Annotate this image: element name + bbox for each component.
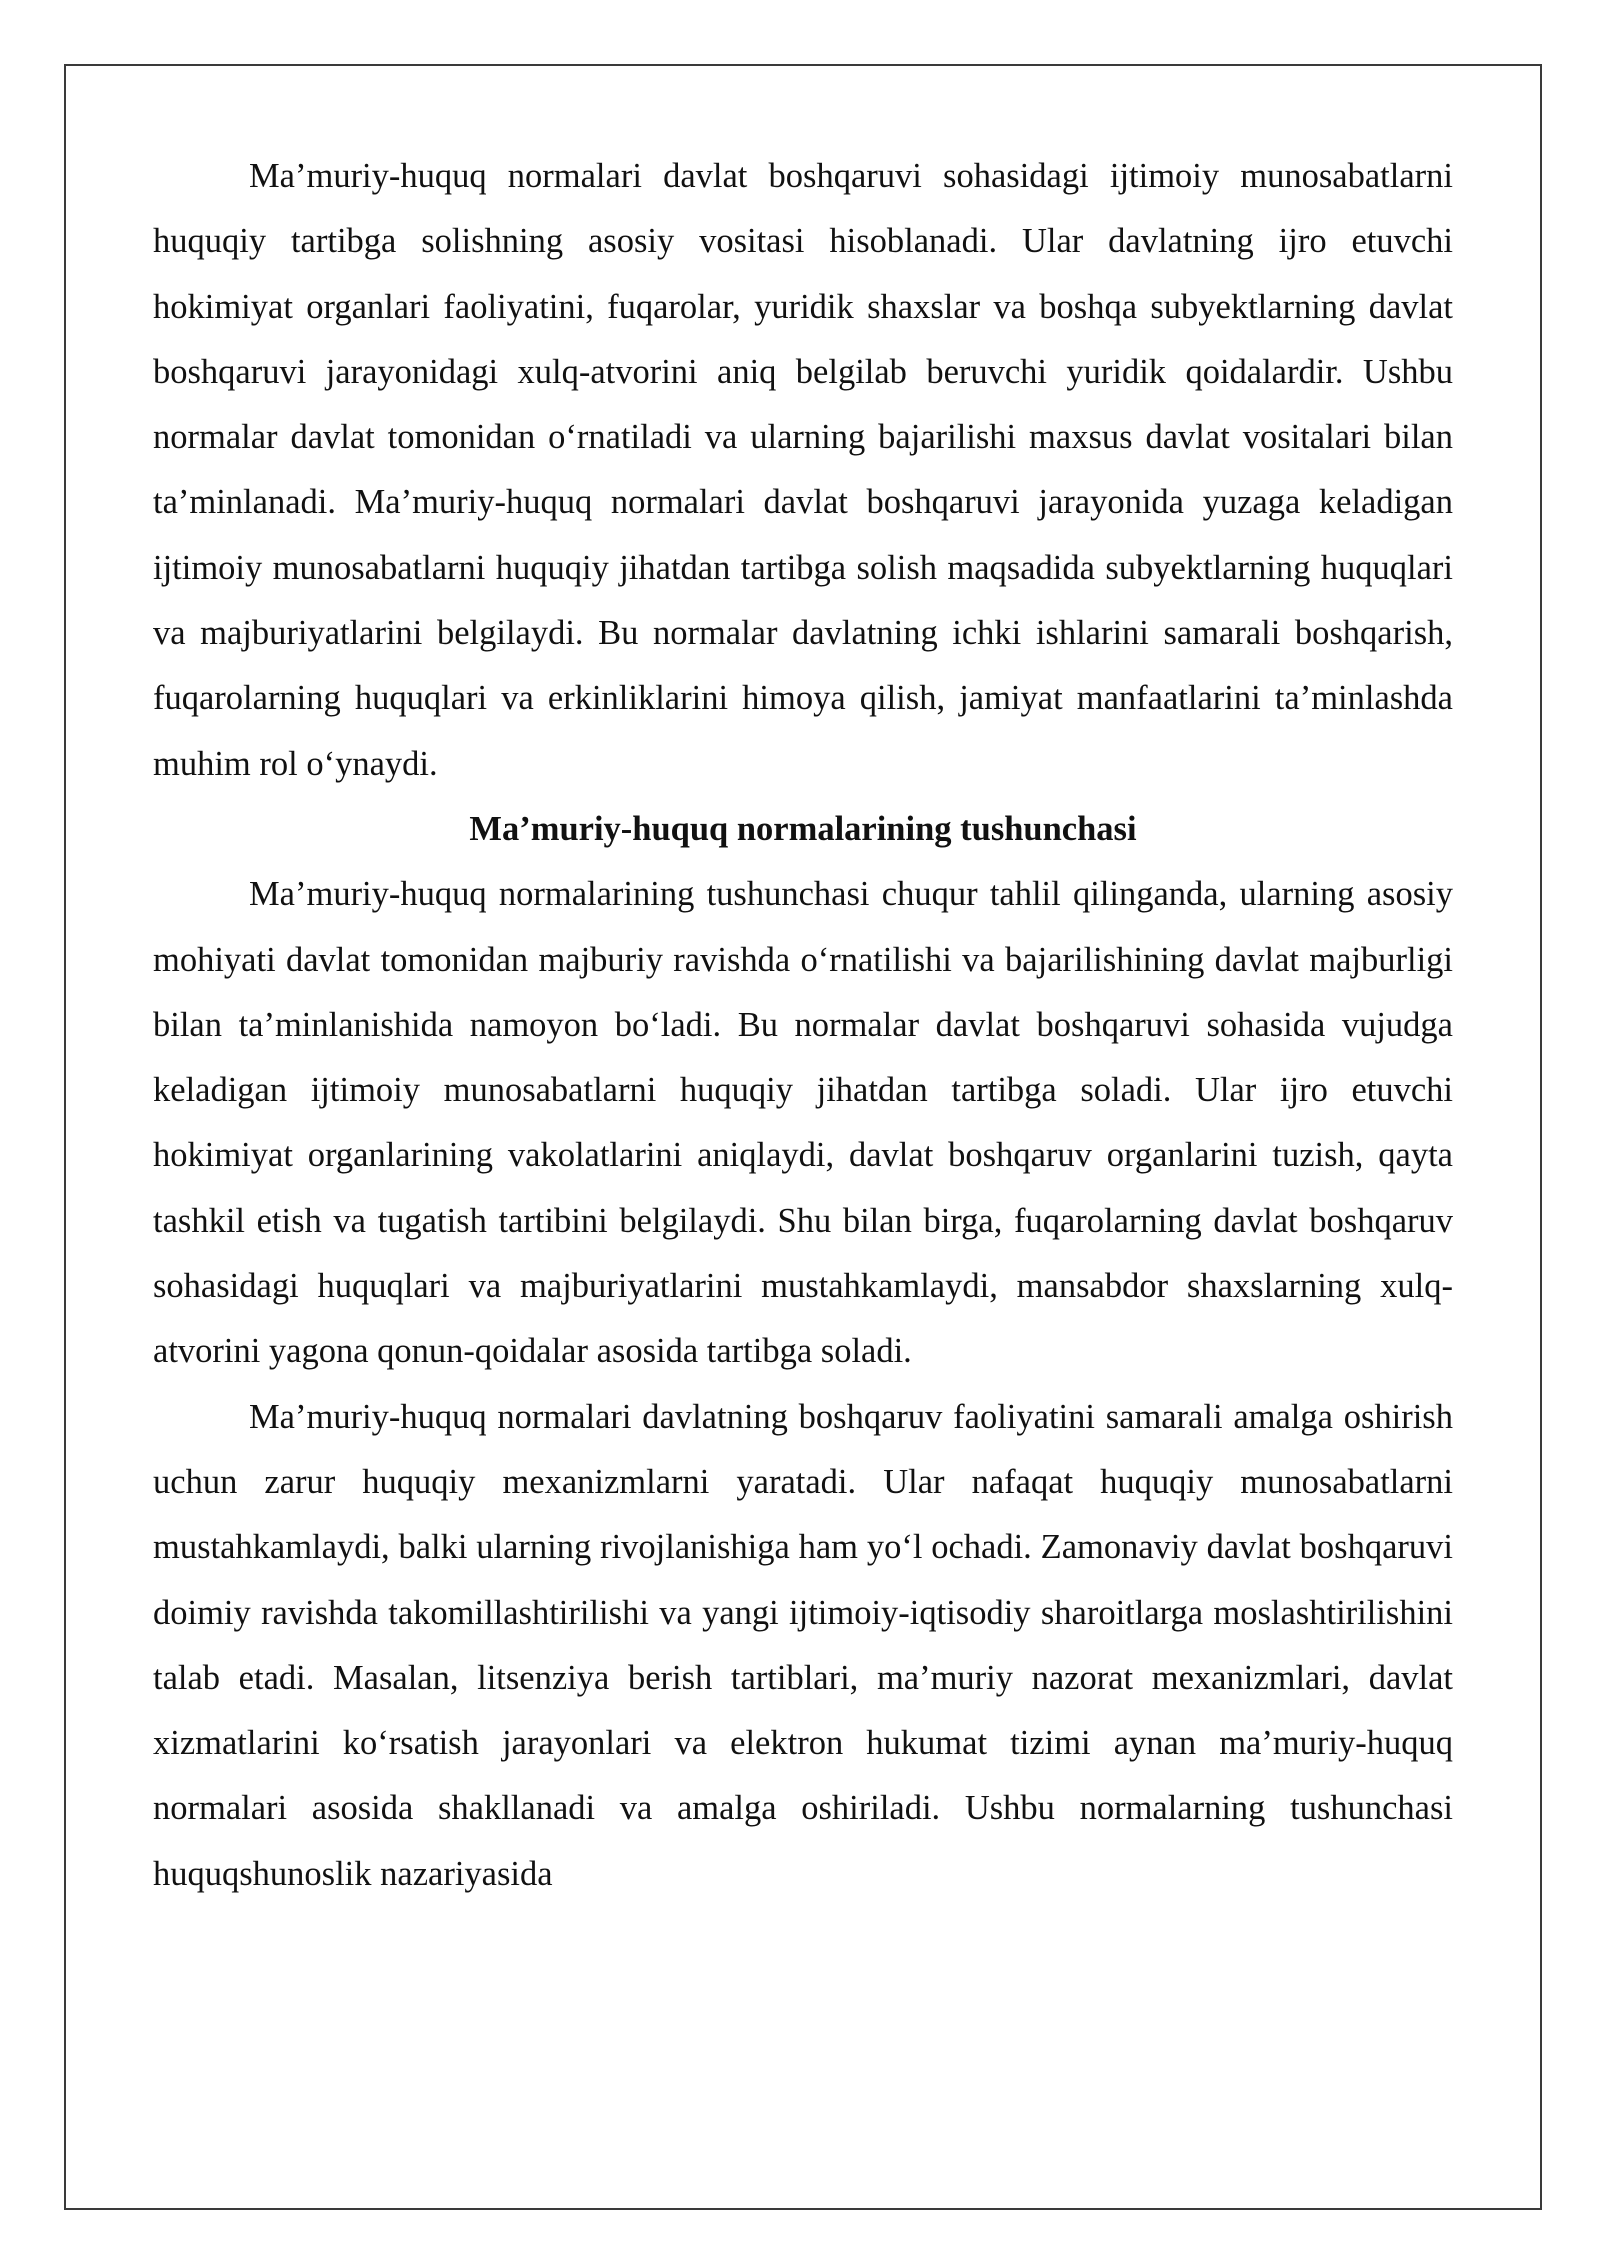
paragraph-mechanisms: Ma’muriy-huquq normalari davlatning boshqaruv faoliyatini samarali amalga oshirish uchun zarur huquqiy mexanizmlarni yaratadi. Ular nafaqat huquqiy munosabatlarni mustahkamlaydi, balki ularning rivojlanishiga ham yo‘l ochadi. Zamonaviy davlat boshqaruvi doimiy ravishda takomillashtirilishi va yangi ijtimoiy-iqtisodiy sharoitlarga moslashtirilishini talab etadi. Masalan, litsenziya berish tartiblari, ma’muriy nazorat mexanizmlari, davlat xizmatlarini ko‘rsatish jarayonlari va elektron hukumat tizimi aynan ma’muriy-huquq normalari asosida shakllanadi va amalga oshiriladi. Ushbu normalarning tushunchasi huquqshunoslik nazariyasida — [153, 1397, 1453, 1893]
paragraph-concept: Ma’muriy-huquq normalarining tushunchasi chuqur tahlil qilinganda, ularning asosiy mohiyati davlat tomonidan majburiy ravishda o‘rnatilishi va bajarilishining davlat majburligi bilan ta’minlanishida namoyon bo‘ladi. Bu normalar davlat boshqaruvi sohasida vujudga keladigan ijtimoiy munosabatlarni huquqiy jihatdan tartibga soladi. Ular ijro etuvchi hokimiyat organlarining vakolatlarini aniqlaydi, davlat boshqaruv organlarini tuzish, qayta tashkil etish va tugatish tartibini belgilaydi. Shu bilan birga, fuqarolarning davlat boshqaruv sohasidagi huquqlari va majburiyatlarini mustahkamlaydi, mansabdor shaxslarning xulq-atvorini yagona qonun-qoidalar asosida tartibga soladi. — [153, 875, 1453, 1371]
section-heading: Ma’muriy-huquq normalarining tushunchasi — [469, 809, 1137, 848]
paragraph-intro: Ma’muriy-huquq normalari davlat boshqaruvi sohasidagi ijtimoiy munosabatlarni huquqiy tartibga solishning asosiy vositasi hisoblanadi. Ular davlatning ijro etuvchi hokimiyat organlari faoliyatini, fuqarolar, yuridik shaxslar va boshqa subyektlarning davlat boshqaruvi jarayonidagi xulq-atvorini aniq belgilab beruvchi yuridik qoidalardir. Ushbu normalar davlat tomonidan o‘rnatiladi va ularning bajarilishi maxsus davlat vositalari bilan ta’minlanadi. Ma’muriy-huquq normalari davlat boshqaruvi jarayonida yuzaga keladigan ijtimoiy munosabatlarni huquqiy jihatdan tartibga solish maqsadida subyektlarning huquqlari va majburiyatlarini belgilaydi. Bu normalar davlatning ichki ishlarini samarali boshqarish, fuqarolarning huquqlari va erkinliklarini himoya qilish, jamiyat manfaatlarini ta’minlashda muhim rol o‘ynaydi. — [153, 157, 1453, 783]
document-body — [153, 144, 1453, 1907]
